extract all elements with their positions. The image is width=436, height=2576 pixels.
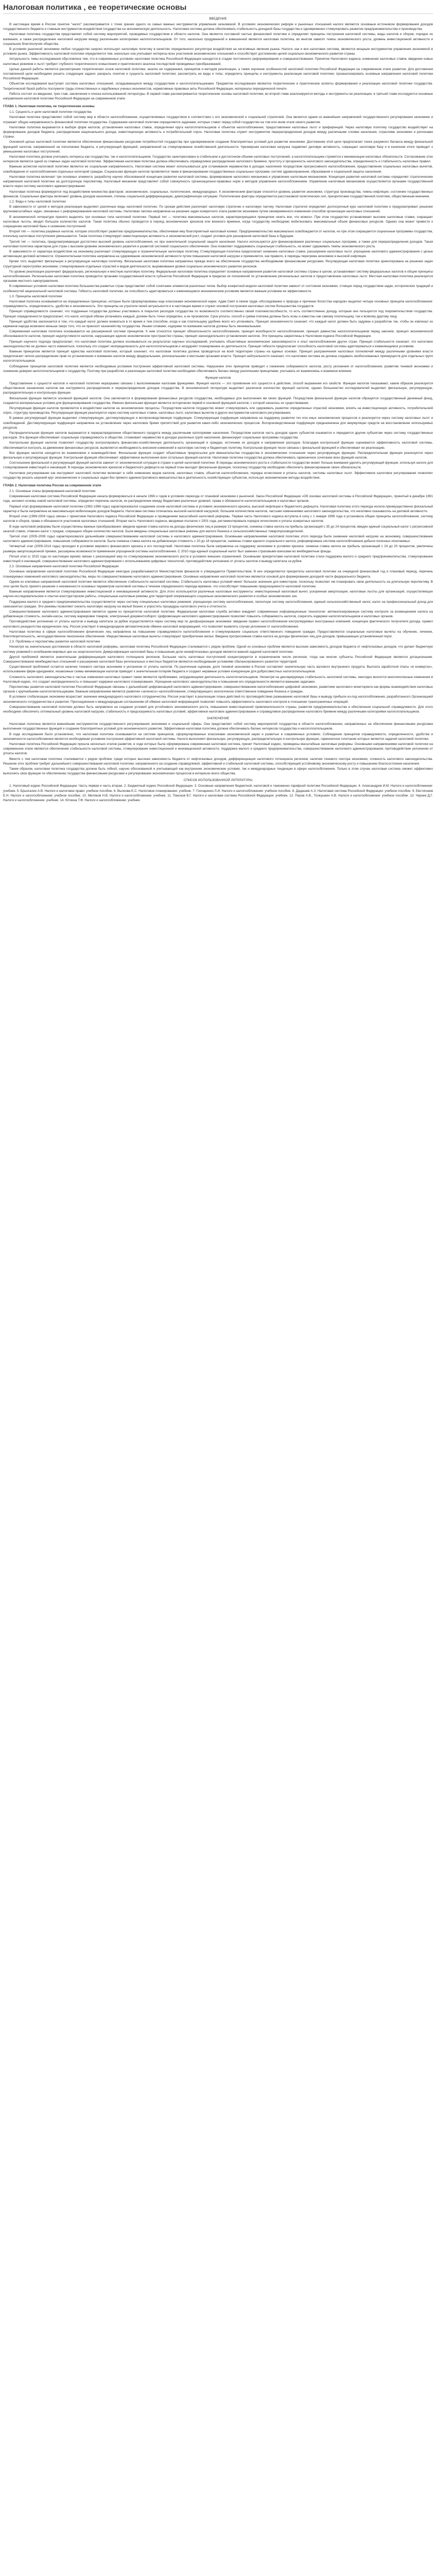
paragraph: 1.1. Сущность и цели налоговой политики государства [9,110,92,114]
paragraph: Принцип удобства заключается в том, что каждый налог должен взиматься в то время и тем способом, когда и как плательщику удобнее всего его уплачивать. Принцип экономичности означает, что каждый налог должен быть задуман и разработан так, чтобы он извлекал из карманов народа возможно меньше сверх того, что он приносит казначейству государства. Иными словами, издержки по взиманию налогов должны быть минимальными. [3,319,433,328]
paragraph: Регулирующая функция налогов проявляется в воздействии налогов на экономические процессы. Посредством налогов государство может стимулировать или сдерживать развитие определенных отраслей экономики, влиять на инвестиционную активность, потребительский спрос, структуру производства. Регулирующая функция реализуется через систему налоговых ставок, налоговых льгот, налоговых вычетов и других инструментов налогового регулирования. [3,406,433,415]
paragraph: В ходе налоговой реформы были осуществлены важные преобразования: введена единая ставка налога на доходы физических лиц в размере 13 процентов, снижена ставка налога на прибыль организаций с 35 до 24 процентов, введен единый социальный налог с регрессивной шкалой ставок, отменен налог с продаж, сокращено общее количество налогов. Были введены специальные налоговые режимы для малого бизнеса и сельскохозяйственных товаропроизводителей. [3,524,433,533]
paragraph: Налоговая политика выражается в выборе форм налогов, установлении налоговых ставок, определении круга налогоплательщиков и объектов налогообложения, предоставлении налоговых льгот и преференций. Через налоговую политику государство воздействует на формирование доходов бюджета, распределение национального дохода, инвестиционную активность и потребительский спрос. Налоговая политика служит инструментом перераспределения доходов между различными слоями населения, отраслями экономики и регионами страны. [3,125,433,139]
paragraph: Поддержка малого и среднего предпринимательства осуществляется через систему специальных налоговых режимов: упрощенную систему налогообложения, патентную систему налогообложения, единый сельскохозяйственный налог, налог на профессиональный доход для самозанятых граждан. Эти режимы позволяют снизить налоговую нагрузку на малый бизнес и упростить процедуры налогового учета и отчетности. [3,600,433,608]
paragraph: Налоговая политика в сфере налогообложения физических лиц направлена на повышение справедливости налогообложения и стимулирование социально ответственного поведения граждан. Предоставляются социальные налоговые вычеты на обучение, лечение, благотворительность, негосударственное пенсионное обеспечение. Имущественные налоговые вычеты стимулируют приобретение жилья. Введена прогрессивная ставка налога на доходы физических лиц для доходов, превышающих установленный порог. [3,630,433,638]
paragraph: Сложность налогового законодательства и частые изменения налоговых правил также являются проблемами, затрудняющими деятельность налогоплательщиков. Несмотря на декларируемую стабильность налоговой системы, ежегодно вносятся многочисленные изменения в Налоговый кодекс, что создает неопределенность и повышает издержки налогового планирования. Упрощение налогового законодательства и повышение его определенности являются важными задачами. [3,675,433,684]
paragraph: Важным направлением является стимулирование инвестиционной и инновационной активности. Для этого используются различные налоговые инструменты: инвестиционный налоговый вычет, ускоренная амортизация, налоговые льготы для организаций, осуществляющих научно-исследовательские и опытно-конструкторские работы, специальные налоговые режимы для территорий опережающего социально-экономического развития и особых экономических зон. [3,590,433,599]
paragraph: Современная налоговая система Российской Федерации начала формироваться в начале 1990-х годов в условиях перехода от плановой экономики к рыночной. Закон Российской Федерации «Об основах налоговой системы в Российской Федерации», принятый в декабре 1991 года, заложил основы новой налоговой системы, определил перечень налогов, их распределение между бюджетами различных уровней, права и обязанности налогоплательщиков и налоговых органов. [3,495,433,503]
paragraph: Важным принципом является принцип единства налоговой политики, который означает, что налоговая политика должна проводиться на всей территории страны на единых основах. Принцип разграничения налоговых полномочий между различными уровнями власти предполагает четкое распределение прав по установлению и взиманию налогов между федеральными, региональными и местными органами власти. Принцип нейтральности означает, что налоговая система не должна создавать необоснованных преимуществ для отдельных групп налогоплательщиков. [3,350,433,363]
section-heading: ГЛАВА 2. Налоговая политика России на современном этапе [3,484,101,488]
section-heading: Функции налогов [205,376,231,380]
paragraph: Работа состоит из введения, трех глав, заключения и списка использованной литературы. В первой главе рассматриваются теоретические основы налоговой политики, во второй главе анализируются методы и инструменты ее реализации, в третьей главе исследуются основные направления налоговой политики Российской Федерации на современном этапе. [3,92,433,101]
paragraph: В условиях глобализации экономики возрастает значение международного налогового сотрудничества. Россия участвует в реализации плана действий по противодействию размыванию налоговой базы и выводу прибыли из-под налогообложения, разработанного Организацией экономического сотрудничества и развития. Присоединение к международным соглашениям об обмене налоговой информацией позволяет повысить эффективность налогового контроля в отношении трансграничных операций. [3,695,433,704]
paragraph: Первый этап формирования налоговой политики (1992-1998 годы) характеризовался созданием основ налоговой системы в условиях экономического кризиса, высокой инфляции и бюджетного дефицита. Налоговая политика этого периода носила преимущественно фискальный характер и была направлена на максимальную мобилизацию доходов бюджета. Налоговая система отличалась высокой налоговой нагрузкой, большим количеством налогов, частыми изменениями налогового законодательства, что негативно сказывалось на деловой активности. [3,504,433,513]
paragraph: Принцип научного подхода предполагает, что налоговая политика должна основываться на результатах научных исследований, учитывать объективные экономические закономерности и опыт налогообложения других стран. Принцип стабильности означает, что налоговое законодательство не должно часто изменяться, поскольку это создает неопределенность для налогоплательщиков и затрудняет планирование их деятельности. Принцип гибкости предполагает способность налоговой системы адаптироваться к изменяющимся условиям. [3,340,433,348]
paragraph: Перспективы развития налоговой политики Российской Федерации связаны с дальнейшей цифровизацией налогового администрирования, совершенствованием налогообложения цифровой экономики, развитием налогового мониторинга как формы взаимодействия налоговых органов с крупнейшими налогоплательщиками. Важным направлением является развитие «зеленого» налогообложения, стимулирующего экологически ответственное поведение бизнеса и граждан. [3,685,433,694]
paragraph: 2.1. Основные этапы формирования налоговой политики [9,489,96,494]
document-body [3,16,433,803]
paragraph: В рамках регулирующей функции выделяют стимулирующую, дестимулирующую и воспроизводственную подфункции. Стимулирующая подфункция направлена на поддержку развития тех или иных экономических процессов и реализуется через систему налоговых льгот и освобождений. Дестимулирующая подфункция направлена на установление через налоговое бремя препятствий для развития каких-либо экономических процессов. Воспроизводственная подфункция предназначена для аккумуляции средств на восстановление используемых ресурсов. [3,416,433,430]
paragraph: Второй этап (1999-2004 годы) связан с принятием Налогового кодекса Российской Федерации и проведением масштабной налоговой реформы. Первая часть Налогового кодекса вступила в силу с 1 января 1999 года и установила общие принципы налогообложения, систему налогов и сборов, права и обязанности участников налоговых отношений. Вторая часть Налогового кодекса, вводимая поэтапно с 2001 года, регламентировала порядок исчисления и уплаты конкретных налогов. [3,515,433,523]
paragraph: Противодействие уклонению от уплаты налогов и выводу капитала за рубеж осуществляется через систему мер по деофшоризации экономики: введение правил налогообложения контролируемых иностранных компаний, концепции фактического получателя дохода, правил налогового резидентства юридических лиц. Россия участвует в международном автоматическом обмене налоговой информацией, что позволяет выявлять случаи уклонения от налогообложения. [3,620,433,629]
paragraph: Кроме того, выделяют фискальную и регулирующую налоговую политику. Фискальная налоговая политика направлена прежде всего на обеспечение государства необходимыми финансовыми ресурсами. Регулирующая налоговая политика ориентирована на решение задач структурной перестройки экономики, стимулирования отдельных отраслей и видов деятельности, выравнивания уровня социально-экономического развития регионов. [3,260,433,268]
paragraph: Другой проблемой является значительная дифференциация налогового потенциала регионов. Большая часть налоговых поступлений концентрируется в ограниченном числе регионов, тогда как многие субъекты Российской Федерации являются дотационными. Совершенствование межбюджетных отношений и расширение налоговой базы региональных и местных бюджетов являются необходимыми условиями сбалансированного развития территорий. [3,655,433,664]
paragraph: Представление о сущности налогов и налоговой политики неразрывно связано с выполняемыми налогами функциями. Функция налога — это проявление его сущности в действии, способ выражения его свойств. Функции налогов показывают, каким образом реализуется общественное назначение налогов как инструмента распределения и перераспределения доходов государства. В экономической литературе выделяют различное количество функций налогов, однако большинство исследователей выделяют фискальную, регулирующую, распределительную и контрольную функции. [3,382,433,395]
paragraph: Совершенствование налогового администрирования является одним из приоритетов налоговой политики. Федеральная налоговая служба активно внедряет современные информационные технологии: автоматизированную систему контроля за возмещением налога на добавленную стоимость, онлайн-кассы, систему маркировки товаров, электронный документооборот. Цифровизация налогового администрирования позволяет повысить собираемость налогов, сократить издержки налогоплательщиков и налоговых органов. [3,609,433,619]
paragraph: Налоговая политика представляет собой систему мер в области налогообложения, осуществляемых государством в соответствии с его экономической и социальной стратегией. Она является одним из важнейших направлений государственного регулирования экономики и отражает общую направленность финансовой политики государства. Содержание налоговой политики определяется задачами, которые ставит перед собой государство на том или ином этапе своего развития. [3,115,433,124]
paragraph: Совершенствование налоговой политики должно быть направлено на создание условий для устойчивого экономического роста, повышения инвестиционной привлекательности страны, развития предпринимательства и обеспечения социальной справедливости. Для этого необходимо обеспечить оптимальный уровень налоговой нагрузки, стабильность и предсказуемость налоговых условий, эффективное налоговое администрирование и справедливое распределение налогового бремени между различными категориями налогоплательщиков. [3,705,433,714]
paragraph: Налоговая политика Российской Федерации прошла несколько этапов развития, в ходе которых была сформирована современная налоговая система, принят Налоговый кодекс, проведены масштабные налоговые реформы. Основными направлениями налоговой политики на современном этапе являются обеспечение стабильности налоговой системы, стимулирование инвестиционной и инновационной активности, поддержка малого и среднего предпринимательства, совершенствование налогового администрирования, противодействие уклонению от уплаты налогов. [3,742,433,756]
paragraph: Вместе с тем налоговая политика сталкивается с рядом проблем, среди которых высокая зависимость бюджета от нефтегазовых доходов, дифференциация налогового потенциала регионов, наличие теневого сектора экономики, сложность налогового законодательства. Решение этих проблем требует дальнейшего совершенствования налоговой политики, направленного на создание справедливой, эффективной и стабильной налоговой системы, способствующей устойчивому экономическому росту и повышению благосостояния населения. [3,757,433,766]
paragraph: Налоговая политика формируется под воздействием множества факторов: экономических, социальных, политических, международных. К экономическим факторам относятся уровень развития экономики, структура производства, темпы инфляции, состояние государственных финансов. Социальные факторы включают уровень доходов населения, степень социальной дифференциации, демографическую ситуацию. Политические факторы определяются расстановкой политических сил, приоритетами государственной политики, общественным мнением. [3,190,433,198]
paragraph: Существенной проблемой остается наличие теневого сектора экономики и уклонение от уплаты налогов. По различным оценкам, доля теневой экономики в России составляет значительную часть валового внутреннего продукта. Выплата заработной платы «в конвертах», использование фирм-однодневок, незаконные схемы минимизации налогов приводят к значительным потерям бюджета и создают неравные условия конкуренции для добросовестных налогоплательщиков. [3,665,433,674]
paragraph: Современная налоговая политика основывается на расширенной системе принципов. К ним относятся принцип обязательности налогообложения, принцип всеобщности налогообложения, принцип равенства налогоплательщиков перед законом, принцип экономической обоснованности налогов, принцип недопустимости налогов, нарушающих единое экономическое пространство страны, принцип законодательного установления налогов. Эти принципы закреплены в Налоговом кодексе Российской Федерации. [3,330,433,338]
paragraph: 1. Налоговый кодекс Российской Федерации. Часть первая и часть вторая. 2. Бюджетный кодекс Российской Федерации. 3. Основные направления бюджетной, налоговой и таможенно-тарифной политики Российской Федерации. 4. Александров И.М. Налоги и налогообложение: учебник. 5. Брызгалин А.В. Налоги и налоговое право: учебное пособие. 6. Вылкова Е.С. Налоговое планирование: учебник. 7. Гончаренко Л.И. Налоги и налогообложение: учебное пособие. 8. Дадашев А.З. Налоговая система Российской Федерации: учебное пособие. 9. Евстигнеев Е.Н. Налоги и налогообложение: учебное пособие. 10. Миляков Н.В. Налоги и налогообложение: учебник. 11. Пансков В.Г. Налоги и налоговая система Российской Федерации: учебник. 12. Перов А.В., Толкушкин А.В. Налоги и налогообложение: учебное пособие. 13. Черник Д.Г. Налоги и налогообложение: учебник. 14. Юткина Т.Ф. Налоги и налогообложение: учебник. [3,784,433,803]
paragraph: Основные направления налоговой политики Российской Федерации ежегодно разрабатываются Министерством финансов и утверждаются Правительством. В них определяются приоритеты налоговой политики на очередной финансовый год и плановый период, перечень планируемых изменений налогового законодательства, меры по совершенствованию налогового администрирования. Основные направления налоговой политики являются основой для формирования доходной части федерального бюджета. [3,570,433,579]
paragraph: Одним из ключевых направлений налоговой политики является обеспечение стабильности налоговой системы. Стабильность налоговых условий имеет большое значение для инвесторов, поскольку позволяет им планировать свою деятельность на длительную перспективу. В этих целях было принято решение о неизменности основных параметров налоговой системы в течение определенного периода времени, что способствует повышению предсказуемости налоговой политики. [3,580,433,588]
section-heading: ЗАКЛЮЧЕНИЕ [206,717,230,721]
paragraph: Налоговая политика является важнейшим инструментом государственного регулирования экономики и социальной сферы. Она представляет собой систему мероприятий государства в области налогообложения, направленных на обеспечение финансовыми ресурсами выполнения государственных функций и создание благоприятных условий для экономического развития. Эффективная налоговая политика должна обеспечивать баланс интересов государства и налогоплательщиков. [3,722,433,731]
section-heading: СПИСОК ИСПОЛЬЗОВАННОЙ ЛИТЕРАТУРЫ [183,778,253,783]
paragraph: Несмотря на значительные достижения в области налоговой реформы, налоговая политика Российской Федерации сталкивается с рядом проблем. Одной из основных проблем является высокая зависимость доходов бюджета от нефтегазовых доходов, что делает бюджетную систему уязвимой к колебаниям мировых цен на энергоносители. Диверсификация налоговой базы и повышение доли ненефтегазовых доходов является важной задачей налоговой политики. [3,645,433,654]
paragraph: Третий тип — политика, предусматривающая достаточно высокий уровень налогообложения, но при значительной социальной защите населения. Налоги используются для финансирования различных социальных программ, а также для перераспределения доходов. Такая налоговая политика характерна для стран с высоким уровнем экономического развития и развитой системой социального обеспечения. Она позволяет поддерживать социальную стабильность, но может сдерживать темпы экономического роста. [3,240,433,248]
paragraph: Соблюдение принципов налоговой политики является необходимым условием построения эффективной налоговой системы. Нарушение этих принципов приводит к снижению собираемости налогов, росту уклонения от налогообложения, развитию теневой экономики и снижению доверия налогоплательщиков к государству. Поэтому при разработке и реализации налоговой политики необходимо обеспечивать баланс между различными принципами, учитывать их взаимосвязь и взаимное влияние. [3,364,433,373]
paragraph: Налоговая политика включает три основных элемента: разработку научно обоснованной концепции развития налоговой системы, формирование налогового механизма и управление налоговым механизмом. Концепция развития налоговой системы определяет стратегические направления налоговой политики на долгосрочную перспективу. Налоговый механизм представляет собой совокупность организационно-правовых норм и методов управления налогообложением. Управление налоговым механизмом осуществляется органами государственной власти через систему налогового администрирования. [3,175,433,189]
paragraph: Распределительная функция налогов выражается в перераспределении общественного продукта между различными категориями населения. Посредством налогов часть доходов одних субъектов изымается и передается другим субъектам через систему государственных расходов. Эта функция обеспечивает социальную справедливость в обществе, сглаживает неравенство в доходах различных групп населения, финансирует социальные программы государства. [3,431,433,440]
paragraph: Соотношение фискальной и регулирующей функций налогов зависит от экономической ситуации в стране и целей налоговой политики. В периоды экономического роста и стабильности государство может больше внимания уделять регулирующей функции, используя налоги для стимулирования инвестиций и инноваций. В периоды экономических кризисов и бюджетного дефицита на первый план выходит фискальная функция, поскольку государству необходимо обеспечить финансирование своих обязательств. [3,461,433,470]
paragraph: Основной целью налоговой политики является обеспечение финансовыми ресурсами потребностей государства при одновременном создании благоприятных условий для развития экономики. Достижение этой цели предполагает поиск разумного баланса между фискальной функцией налогов, направленной на пополнение бюджета, и регулирующей функцией, направленной на стимулирование хозяйственной деятельности. Чрезмерная налоговая нагрузка подавляет деловую активность, сокращает налоговую базу и в конечном итоге приводит к уменьшению налоговых поступлений. [3,140,433,154]
paragraph: Налоговая политика государства представляет собой систему мероприятий, проводимых государством в области налогов. Она является составной частью финансовой политики и определяет принципы построения налоговой системы, виды налогов и сборов, порядок их взимания, а также распределение налоговой нагрузки между различными категориями налогоплательщиков. От того, насколько продуманной и взвешенной является налоговая политика, во многом зависят темпы экономического роста, уровень инвестиционной активности и социальное благополучие общества. [3,32,433,46]
paragraph: Таким образом, налоговая политика государства должна быть гибкой, научно обоснованной и учитывающей как внутренние экономические условия, так и международные тенденции в сфере налогообложения. Только в этом случае налоговая система сможет эффективно выполнять свои функции по обеспечению государства финансовыми ресурсами и регулированию экономических процессов в интересах всего общества. [3,767,433,776]
paragraph: Важным аспектом налоговой политики является ее социальная направленность. Налоговая система может использоваться для сглаживания неравенства в доходах населения посредством прогрессивного налогообложения, предоставления социальных налоговых вычетов, освобождения от налогообложения отдельных категорий граждан. Социальная функция налогов проявляется также в финансировании государственных социальных программ, систем здравоохранения, образования и социальной защиты населения. [3,165,433,174]
paragraph: В экономической литературе принято выделять три основных типа налоговой политики. Первый тип — политика максимальных налогов, характеризующаяся принципом «взять все, что можно». При этом государство устанавливает высокие налоговые ставки, сокращает налоговые льготы, вводит большое количество налогов. Такая политика обычно проводится в период экономических кризисов или военного времени, когда государству необходимо мобилизовать максимальный объем финансовых ресурсов. Однако она может привести к сокращению налоговой базы и снижению поступлений. [3,215,433,228]
paragraph: В зависимости от характера воздействия на экономику различают стимулирующую и ограничительную налоговую политику. Стимулирующая политика предполагает снижение налоговых ставок, расширение налоговых льгот, упрощение налогового администрирования с целью активизации деловой активности. Ограничительная политика направлена на сдерживание экономической активности путем повышения налоговой нагрузки и применяется, как правило, в периоды перегрева экономики и высокой инфляции. [3,249,433,259]
paragraph: Все функции налогов находятся во взаимосвязи и взаимодействии. Фискальная функция создает объективные предпосылки для вмешательства государства в экономические отношения через регулирующую функцию. Распределительная функция реализуется через фискальную и регулирующую функции. Контрольная функция обеспечивает эффективное выполнение всех остальных функций налогов. Налоговая политика государства должна обеспечивать гармоничное сочетание всех функций налогов. [3,451,433,460]
paragraph: Четвертый этап (2009-2014 годы) проходил в условиях мирового финансового кризиса и его последствий. Налоговая политика была направлена на поддержку экономики в условиях кризиса: снижена ставка налога на прибыль организаций с 24 до 20 процентов, увеличены размеры амортизационной премии, расширены возможности применения упрощенной системы налогообложения. С 2010 года единый социальный налог был заменен страховыми взносами во внебюджетные фонды. [3,545,433,553]
paragraph: Пятый этап (с 2015 года по настоящее время) связан с реализацией мер по стимулированию экономического роста в условиях внешних ограничений. Основными приоритетами налоговой политики стали поддержка малого и среднего предпринимательства, стимулирование инвестиций и инноваций, совершенствование налогового администрирования с использованием цифровых технологий, противодействие уклонению от уплаты налогов и выводу капитала за рубеж. [3,554,433,563]
paragraph: В зависимости от целей и методов реализации выделяют различные виды налоговой политики. По срокам действия различают налоговую стратегию и налоговую тактику. Налоговая стратегия определяет долгосрочный курс налоговой политики и предусматривает решение крупномасштабных задач, связанных с реформированием налоговой системы. Налоговая тактика направлена на решение задач конкретного этапа развития экономики путем своевременного изменения способов организации налоговых отношений. [3,205,433,214]
paragraph: Фискальная функция является основной функцией налогов. Она заключается в формировании финансовых ресурсов государства, необходимых для выполнения им своих функций. Посредством фискальной функции налогов образуется государственный денежный фонд, создаются материальные условия для функционирования государства. Именно фискальная функция является исторически первой и основной функцией налогов, с которой началось их существование. [3,396,433,405]
paragraph: Целью данной работы является рассмотрение теоретических основ налоговой политики, анализ ее содержания, принципов и методов реализации, а также изучение особенностей налоговой политики Российской Федерации на современном этапе развития. Для достижения поставленной цели необходимо решить следующие задачи: раскрыть понятие и сущность налоговой политики; рассмотреть ее виды и типы; определить принципы и инструменты реализации налоговой политики; проанализировать основные направления налоговой политики Российской Федерации. [3,67,433,81]
paragraph: Налоговая политика должна учитывать интересы как государства, так и налогоплательщиков. Государство заинтересовано в стабильном и достаточном объеме налоговых поступлений, а налогоплательщики стремятся к минимизации налоговых обязательств. Согласование этих интересов является одной из главных задач налоговой политики. Эффективная налоговая политика должна обеспечивать справедливое распределение налогового бремени, простоту и прозрачность налогового законодательства, определенность и стабильность налоговых правил. [3,155,433,164]
paragraph: В настоящее время в России понятие "налог" рассматривается с точки зрения одного из самых важных инструментов управления экономикой. В условиях экономических реформ и рыночных отношений налоги являются основным источником формирования доходов государственного бюджета и главным инструментом воздействия государства на экономическую деятельность. Налоговая система должна обеспечивать стабильность доходной базы государства и одновременно стимулировать развитие предпринимательства и производства. [3,23,433,31]
paragraph: 2.3. Проблемы и перспективы развития налоговой политики [9,640,100,644]
section-heading: ГЛАВА 1. Налоговая политика, ее теоретические основы [3,105,95,109]
document-title: Налоговая политика , ее теоретические основы [3,3,433,14]
paragraph: Актуальность темы исследования обусловлена тем, что в современных условиях налоговая политика Российской Федерации находится в стадии постоянного реформирования и совершенствования. Принятие Налогового кодекса, изменение налоговых ставок, введение новых налоговых режимов и льгот требуют глубокого теоретического осмысления и практического анализа последствий проводимых преобразований. [3,57,433,66]
paragraph: 1.2. Виды и типы налоговой политики [9,199,66,204]
paragraph: 2.2. Основные направления налоговой политики Российской Федерации [9,565,119,569]
paragraph: Третий этап (2005-2008 годы) характеризовался дальнейшим совершенствованием налоговой системы и налогового администрирования. Основными направлениями налоговой политики этого периода были снижение налоговой нагрузки на экономику, совершенствование налогового администрирования, повышение собираемости налогов. Была снижена ставка налога на добавленную стоимость с 20 до 18 процентов, снижены ставки единого социального налога, реформирована система налогообложения добычи полезных ископаемых. [3,534,433,544]
paragraph: В ходе исследования было установлено, что налоговая политика основывается на системе принципов, сформулированных классиками экономической науки и развитых в современных условиях. Соблюдение принципов справедливости, определенности, удобства и экономичности налогообложения является необходимым условием построения эффективной налоговой системы. Налоги выполняют фискальную, регулирующую, распределительную и контрольную функции, гармоничное сочетание которых является задачей налоговой политики. [3,732,433,741]
paragraph: Второй тип — политика разумных налогов, которая способствует развитию предпринимательства, обеспечивая ему благоприятный налоговый климат. Предпринимательство максимально освобождается от налогов, но при этом сокращаются социальные программы государства, поскольку налоговые поступления уменьшаются. Такая политика стимулирует инвестиционную активность и экономический рост, создает условия для расширения налоговой базы в будущем. [3,230,433,239]
paragraph: Принцип справедливости означает, что подданные государства должны участвовать в покрытии расходов государства по возможности соответственно своей платежеспособности, то есть соответственно доходу, которым они пользуются под покровительством государства. Принцип определенности предполагает, что налог, который обязан уплачивать каждый, должен быть точно определен, а не произволен. Срок уплаты, способ и сумма платежа должны быть ясны и известны как самому плательщику, так и всякому другому лицу. [3,310,433,318]
paragraph: В современных условиях налоговая политика большинства развитых стран представляет собой сочетание элементов различных типов. Выбор конкретной модели налоговой политики зависит от состояния экономики, стоящих перед государством задач, исторических традиций и особенностей национальной налоговой системы. Гибкость налоговой политики, ее способность адаптироваться к изменяющимся экономическим условиям является важным условием ее эффективности. [3,284,433,293]
paragraph: Объектом исследования выступает система налоговых отношений, складывающихся между государством и налогоплательщиками. Предметом исследования являются теоретические и практические аспекты формирования и реализации налоговой политики государства. Теоретической базой работы послужили труды отечественных и зарубежных ученых-экономистов, нормативные правовые акты Российской Федерации, материалы периодической печати. [3,82,433,91]
paragraph: Налоговая политика основывается на определенных принципах, которые были сформулированы еще классиками экономической науки. Адам Смит в своем труде «Исследование о природе и причинах богатства народов» выделил четыре основных принципа налогообложения: справедливость, определенность, удобство и экономичность. Эти принципы не утратили своей актуальности и в настоящее время и служат основой построения налоговых систем большинства государств. [3,299,433,309]
section-heading: ВВЕДЕНИЕ [209,17,227,21]
paragraph: Контрольная функция налогов позволяет государству контролировать финансово-хозяйственную деятельность организаций и граждан, источники их доходов и направления расходов. Благодаря контрольной функции оценивается эффективность налоговой системы, обеспечивается контроль за движением финансовых ресурсов, выявляется необходимость внесения изменений в налоговую систему и бюджетную политику. Контрольная функция тесно связана с фискальной функцией и обеспечивает ее реализацию. [3,441,433,450]
paragraph: 1.3. Принципы налоговой политики [9,294,62,298]
paragraph: В условиях рыночной экономики любое государство широко использует налоговую политику в качестве определенного регулятора воздействия на негативные явления рынка. Налоги, как и вся налоговая система, являются мощным инструментом управления экономикой в условиях рынка. Эффективность налоговой политики определяется тем, насколько она учитывает интересы всех участников экономических отношений и способствует достижению целей социально-экономического развития страны. [3,47,433,56]
paragraph: По уровню реализации различают федеральную, региональную и местную налоговую политику. Федеральная налоговая политика определяет основные направления развития налоговой системы страны в целом, устанавливает систему федеральных налогов и общие принципы налогообложения. Региональная налоговая политика проводится органами государственной власти субъектов Российской Федерации в пределах их полномочий по установлению региональных налогов и предоставлению налоговых льгот. Местная налоговая политика реализуется органами местного самоуправления. [3,269,433,283]
paragraph: Налоговое регулирование как инструмент налоговой политики включает в себя изменение видов налогов, налоговых ставок, объектов налогообложения, порядка исчисления и уплаты налогов, системы налоговых льгот. Эффективное налоговое регулирование позволяет государству решать широкий круг экономических и социальных задач без прямого административного вмешательства в деятельность хозяйствующих субъектов, используя экономические методы воздействия. [3,471,433,480]
